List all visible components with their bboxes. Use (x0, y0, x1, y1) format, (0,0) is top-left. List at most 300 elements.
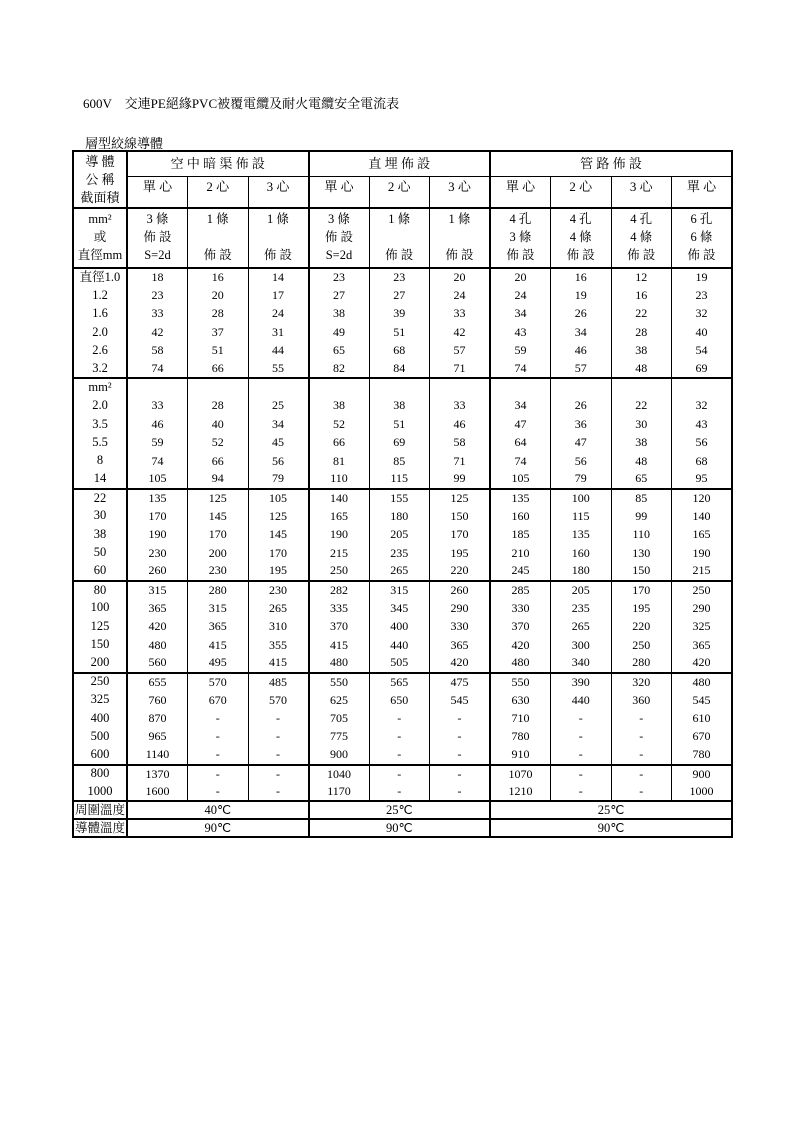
current-value: 365 (430, 636, 491, 654)
core-count-header: 單 心 (672, 177, 733, 208)
unit-line-3: 直徑mm (77, 248, 123, 262)
row-label: 周圍溫度 (73, 801, 127, 819)
table-row (73, 691, 732, 709)
current-value: 190 (309, 525, 370, 543)
current-value: 545 (672, 691, 733, 709)
current-value: - (188, 783, 249, 801)
row-label: 2.0 (73, 397, 127, 415)
current-value: 17 (248, 286, 309, 304)
current-value: 370 (309, 617, 370, 635)
current-value: 1070 (490, 765, 551, 783)
row-label: 50 (73, 544, 127, 562)
row-label: 導體溫度 (73, 819, 127, 837)
current-value: 56 (672, 434, 733, 452)
laying-condition-header (490, 208, 551, 268)
current-value: 420 (127, 617, 188, 635)
condition-line (188, 228, 248, 246)
condition-line (370, 228, 430, 246)
core-count-header: 單 心 (309, 177, 370, 208)
current-value: - (248, 709, 309, 727)
ambient-temp-direct-burial: 25℃ (309, 801, 491, 819)
current-value: 58 (127, 342, 188, 360)
current-value: 670 (672, 728, 733, 746)
row-label: 14 (73, 470, 127, 488)
table-row (73, 709, 732, 727)
current-value: - (188, 765, 249, 783)
current-value: 205 (369, 525, 430, 543)
condition-line: 4 孔 (509, 212, 532, 226)
current-value: 79 (248, 470, 309, 488)
current-value: - (611, 746, 672, 764)
current-value: 85 (369, 452, 430, 470)
row-label: 500 (73, 728, 127, 746)
current-value: 82 (309, 360, 370, 378)
current-value: 105 (248, 489, 309, 507)
condition-line: 佈 設 (506, 248, 535, 262)
row-label: 30 (73, 507, 127, 525)
current-value: 22 (611, 397, 672, 415)
current-value: 85 (611, 489, 672, 507)
current-value: 250 (611, 636, 672, 654)
condition-line: S=2d (144, 248, 171, 262)
group-header-air-duct: 空 中 暗 渠 佈 設 (127, 151, 309, 177)
current-value: 235 (551, 599, 612, 617)
current-value: - (611, 709, 672, 727)
table-row (73, 673, 732, 691)
group-header-conduit: 管 路 佈 設 (490, 151, 732, 177)
current-value: 280 (611, 654, 672, 672)
row-label: 2.6 (73, 342, 127, 360)
current-value: 630 (490, 691, 551, 709)
current-value: 24 (490, 286, 551, 304)
current-value: 195 (248, 562, 309, 580)
row-label: 325 (73, 691, 127, 709)
row-label: 800 (73, 765, 127, 783)
row-label: 200 (73, 654, 127, 672)
current-value: 625 (309, 691, 370, 709)
current-value: 560 (127, 654, 188, 672)
row-label: 38 (73, 525, 127, 543)
current-value: 250 (309, 562, 370, 580)
table-row (73, 397, 732, 415)
current-value: - (430, 746, 491, 764)
current-value: 475 (430, 673, 491, 691)
current-value: - (369, 765, 430, 783)
corner-line-2: 公 稱 (85, 172, 115, 187)
current-value: - (248, 746, 309, 764)
condition-line: 佈 設 (445, 248, 474, 262)
current-value: 215 (672, 562, 733, 580)
current-value: 285 (490, 581, 551, 599)
current-value: 66 (309, 434, 370, 452)
current-value: 28 (188, 397, 249, 415)
current-value: - (551, 709, 612, 727)
table-row (73, 342, 732, 360)
ambient-temperature-row (73, 801, 732, 819)
current-value: 160 (490, 507, 551, 525)
current-value: 235 (369, 544, 430, 562)
current-value: 310 (248, 617, 309, 635)
current-value: - (611, 783, 672, 801)
current-value: 415 (309, 636, 370, 654)
current-value: 39 (369, 305, 430, 323)
current-value: 170 (127, 507, 188, 525)
current-value: 45 (248, 434, 309, 452)
current-value: 550 (490, 673, 551, 691)
current-value: 56 (248, 452, 309, 470)
current-value: - (369, 746, 430, 764)
current-value: 52 (309, 415, 370, 433)
current-value: 74 (490, 360, 551, 378)
current-value: 49 (309, 323, 370, 341)
laying-condition-header (309, 208, 370, 268)
current-value: 780 (672, 746, 733, 764)
conductor-temperature-row (73, 819, 732, 837)
condition-line (430, 228, 489, 246)
current-value: 34 (248, 415, 309, 433)
laying-condition-header (369, 208, 430, 268)
table-row (73, 470, 732, 488)
current-value: 165 (309, 507, 370, 525)
row-label: mm² (73, 378, 127, 396)
current-value: 150 (611, 562, 672, 580)
current-value: 170 (430, 525, 491, 543)
current-value: 485 (248, 673, 309, 691)
current-value: 210 (490, 544, 551, 562)
current-value: - (188, 709, 249, 727)
current-value: 145 (188, 507, 249, 525)
current-value: - (369, 709, 430, 727)
current-value: 480 (309, 654, 370, 672)
current-value: 230 (188, 562, 249, 580)
unit-header-cell (73, 208, 127, 268)
current-value: 325 (672, 617, 733, 635)
current-value: 33 (127, 305, 188, 323)
current-value: - (430, 709, 491, 727)
current-value: 23 (127, 286, 188, 304)
current-value: 40 (672, 323, 733, 341)
current-value: 59 (127, 434, 188, 452)
current-value: 415 (248, 654, 309, 672)
current-value: 19 (672, 268, 733, 286)
current-value: 110 (309, 470, 370, 488)
current-value: 130 (611, 544, 672, 562)
current-value: 105 (490, 470, 551, 488)
current-value: 66 (188, 360, 249, 378)
current-value: 38 (309, 397, 370, 415)
current-value: 505 (369, 654, 430, 672)
current-value: 28 (611, 323, 672, 341)
corner-line-3: 截面積 (80, 190, 120, 205)
current-value: 760 (127, 691, 188, 709)
current-value: 400 (369, 617, 430, 635)
current-value: 95 (672, 470, 733, 488)
current-value: 1140 (127, 746, 188, 764)
current-value: 440 (369, 636, 430, 654)
condition-line: 佈 設 (627, 248, 656, 262)
ambient-temp-conduit: 25℃ (490, 801, 732, 819)
current-value: 24 (430, 286, 491, 304)
row-label: 150 (73, 636, 127, 654)
current-value: 12 (611, 268, 672, 286)
current-value: 38 (611, 342, 672, 360)
current-value: - (369, 783, 430, 801)
current-value: 24 (248, 305, 309, 323)
current-value: 65 (611, 470, 672, 488)
current-value: - (551, 765, 612, 783)
row-label: 5.5 (73, 434, 127, 452)
current-value: 27 (309, 286, 370, 304)
condition-line: 3 條 (509, 230, 532, 244)
current-value: 180 (551, 562, 612, 580)
current-value: 120 (672, 489, 733, 507)
current-value: 56 (551, 452, 612, 470)
current-value: 32 (672, 305, 733, 323)
current-value: 43 (490, 323, 551, 341)
core-count-header: 3 心 (430, 177, 491, 208)
table-row (73, 305, 732, 323)
current-value: 115 (551, 507, 612, 525)
current-value: 16 (188, 268, 249, 286)
current-value: 125 (188, 489, 249, 507)
current-value: 38 (611, 434, 672, 452)
current-value (490, 378, 551, 396)
current-value: 69 (369, 434, 430, 452)
current-value: 150 (430, 507, 491, 525)
current-value: 570 (248, 691, 309, 709)
current-value: 910 (490, 746, 551, 764)
current-value: 58 (430, 434, 491, 452)
current-value: 320 (611, 673, 672, 691)
current-value: 315 (369, 581, 430, 599)
current-value: 110 (611, 525, 672, 543)
current-value: 25 (248, 397, 309, 415)
current-value: 365 (188, 617, 249, 635)
table-row (73, 617, 732, 635)
table-row (73, 268, 732, 286)
current-value: 33 (430, 305, 491, 323)
condition-line: 佈 設 (263, 248, 293, 262)
current-value: 420 (672, 654, 733, 672)
current-value: - (248, 765, 309, 783)
unit-line-1: mm² (88, 212, 112, 226)
conductor-temp-direct-burial: 90℃ (309, 819, 491, 837)
current-value: 360 (611, 691, 672, 709)
current-value: 365 (672, 636, 733, 654)
current-value: 140 (672, 507, 733, 525)
current-value: - (188, 728, 249, 746)
current-value: 545 (430, 691, 491, 709)
current-value (611, 378, 672, 396)
current-value: 32 (672, 397, 733, 415)
row-label: 1000 (73, 783, 127, 801)
current-value: 1210 (490, 783, 551, 801)
current-value: 79 (551, 470, 612, 488)
current-value: 71 (430, 360, 491, 378)
current-value: 57 (430, 342, 491, 360)
row-label: 80 (73, 581, 127, 599)
table-row (73, 544, 732, 562)
current-value: 48 (611, 452, 672, 470)
current-value: 280 (188, 581, 249, 599)
ambient-temp-air-duct: 40℃ (127, 801, 309, 819)
current-value: 38 (369, 397, 430, 415)
current-value: 1000 (672, 783, 733, 801)
current-value: 33 (127, 397, 188, 415)
condition-line: 1 條 (267, 212, 289, 226)
current-value: 52 (188, 434, 249, 452)
current-value: 155 (369, 489, 430, 507)
current-value: 215 (309, 544, 370, 562)
table-row (73, 489, 732, 507)
table-row (73, 599, 732, 617)
corner-header-cell (73, 151, 127, 208)
condition-line: 佈 設 (203, 248, 232, 262)
condition-line: 1 條 (206, 212, 229, 226)
row-label: 直徑1.0 (73, 268, 127, 286)
table-row (73, 783, 732, 801)
group-header-row (73, 151, 732, 177)
document-title: 600V 交連PE絕緣PVC被覆電纜及耐火電纜安全電流表 (83, 96, 400, 111)
laying-condition-header (672, 208, 733, 268)
current-value: - (430, 765, 491, 783)
current-value: 125 (248, 507, 309, 525)
current-value: - (611, 765, 672, 783)
current-value: 64 (490, 434, 551, 452)
current-value: 48 (611, 360, 672, 378)
current-value: 495 (188, 654, 249, 672)
current-value: 315 (188, 599, 249, 617)
current-value: 54 (672, 342, 733, 360)
current-value: 140 (309, 489, 370, 507)
current-value: 780 (490, 728, 551, 746)
table-row (73, 378, 732, 396)
group-header-direct-burial: 直 埋 佈 設 (309, 151, 491, 177)
current-value: 250 (672, 581, 733, 599)
laying-condition-header (611, 208, 672, 268)
current-value: 195 (430, 544, 491, 562)
current-value: 135 (127, 489, 188, 507)
current-value: 775 (309, 728, 370, 746)
current-value: 345 (369, 599, 430, 617)
current-value: - (248, 783, 309, 801)
current-value: 51 (369, 415, 430, 433)
current-value: 550 (309, 673, 370, 691)
current-value: 115 (369, 470, 430, 488)
current-value: 650 (369, 691, 430, 709)
current-value: 355 (248, 636, 309, 654)
row-label: 400 (73, 709, 127, 727)
current-value: 20 (430, 268, 491, 286)
current-value: 160 (551, 544, 612, 562)
table-row (73, 636, 732, 654)
current-value: 69 (672, 360, 733, 378)
condition-line: 佈 設 (687, 248, 716, 262)
current-value: 38 (309, 305, 370, 323)
current-value: 47 (490, 415, 551, 433)
current-value (248, 378, 309, 396)
core-count-header-row (73, 177, 732, 208)
current-value: 30 (611, 415, 672, 433)
laying-condition-header (127, 208, 188, 268)
current-value: 44 (248, 342, 309, 360)
current-value: 40 (188, 415, 249, 433)
current-value: 74 (127, 360, 188, 378)
current-value: 390 (551, 673, 612, 691)
current-value: 74 (490, 452, 551, 470)
current-value: 36 (551, 415, 612, 433)
laying-condition-header-row (73, 208, 732, 268)
core-count-header: 3 心 (611, 177, 672, 208)
current-value: 420 (490, 636, 551, 654)
current-value (430, 378, 491, 396)
current-value: 195 (611, 599, 672, 617)
current-value: 94 (188, 470, 249, 488)
condition-line: 佈 設 (385, 248, 414, 262)
current-value: - (551, 728, 612, 746)
condition-line: 6 條 (690, 230, 713, 244)
condition-line: 4 條 (569, 230, 592, 244)
current-value: 260 (430, 581, 491, 599)
current-value: 71 (430, 452, 491, 470)
condition-line: S=2d (325, 248, 353, 262)
current-value: 46 (127, 415, 188, 433)
laying-condition-header (430, 208, 491, 268)
table-row (73, 728, 732, 746)
current-value: - (430, 728, 491, 746)
current-value: 480 (672, 673, 733, 691)
current-value: 230 (248, 581, 309, 599)
current-value: 23 (309, 268, 370, 286)
corner-line-1: 導 體 (85, 154, 115, 169)
current-value: 84 (369, 360, 430, 378)
current-value: 265 (551, 617, 612, 635)
current-value: 900 (672, 765, 733, 783)
current-value: 180 (369, 507, 430, 525)
current-value: 480 (490, 654, 551, 672)
current-value: - (551, 746, 612, 764)
current-value (672, 378, 733, 396)
current-value: 22 (611, 305, 672, 323)
current-value: 570 (188, 673, 249, 691)
condition-line: 佈 設 (566, 248, 595, 262)
current-value: 335 (309, 599, 370, 617)
condition-line: 4 條 (630, 230, 653, 244)
table-row (73, 654, 732, 672)
condition-line: 3 條 (146, 212, 169, 226)
core-count-header: 單 心 (490, 177, 551, 208)
current-value: 230 (127, 544, 188, 562)
current-value: 330 (490, 599, 551, 617)
condition-line: 6 孔 (690, 212, 713, 226)
current-value: 265 (369, 562, 430, 580)
row-label: 1.2 (73, 286, 127, 304)
unit-line-2: 或 (93, 230, 107, 244)
current-value: 705 (309, 709, 370, 727)
table-row (73, 286, 732, 304)
current-value: 16 (551, 268, 612, 286)
current-value: 165 (672, 525, 733, 543)
conductor-temp-air-duct: 90℃ (127, 819, 309, 837)
current-value: 34 (551, 323, 612, 341)
condition-line: 佈 設 (143, 230, 172, 244)
current-value: 170 (248, 544, 309, 562)
current-value: 205 (551, 581, 612, 599)
current-value: 1370 (127, 765, 188, 783)
current-value: 480 (127, 636, 188, 654)
conductor-temp-conduit: 90℃ (490, 819, 732, 837)
row-label: 125 (73, 617, 127, 635)
